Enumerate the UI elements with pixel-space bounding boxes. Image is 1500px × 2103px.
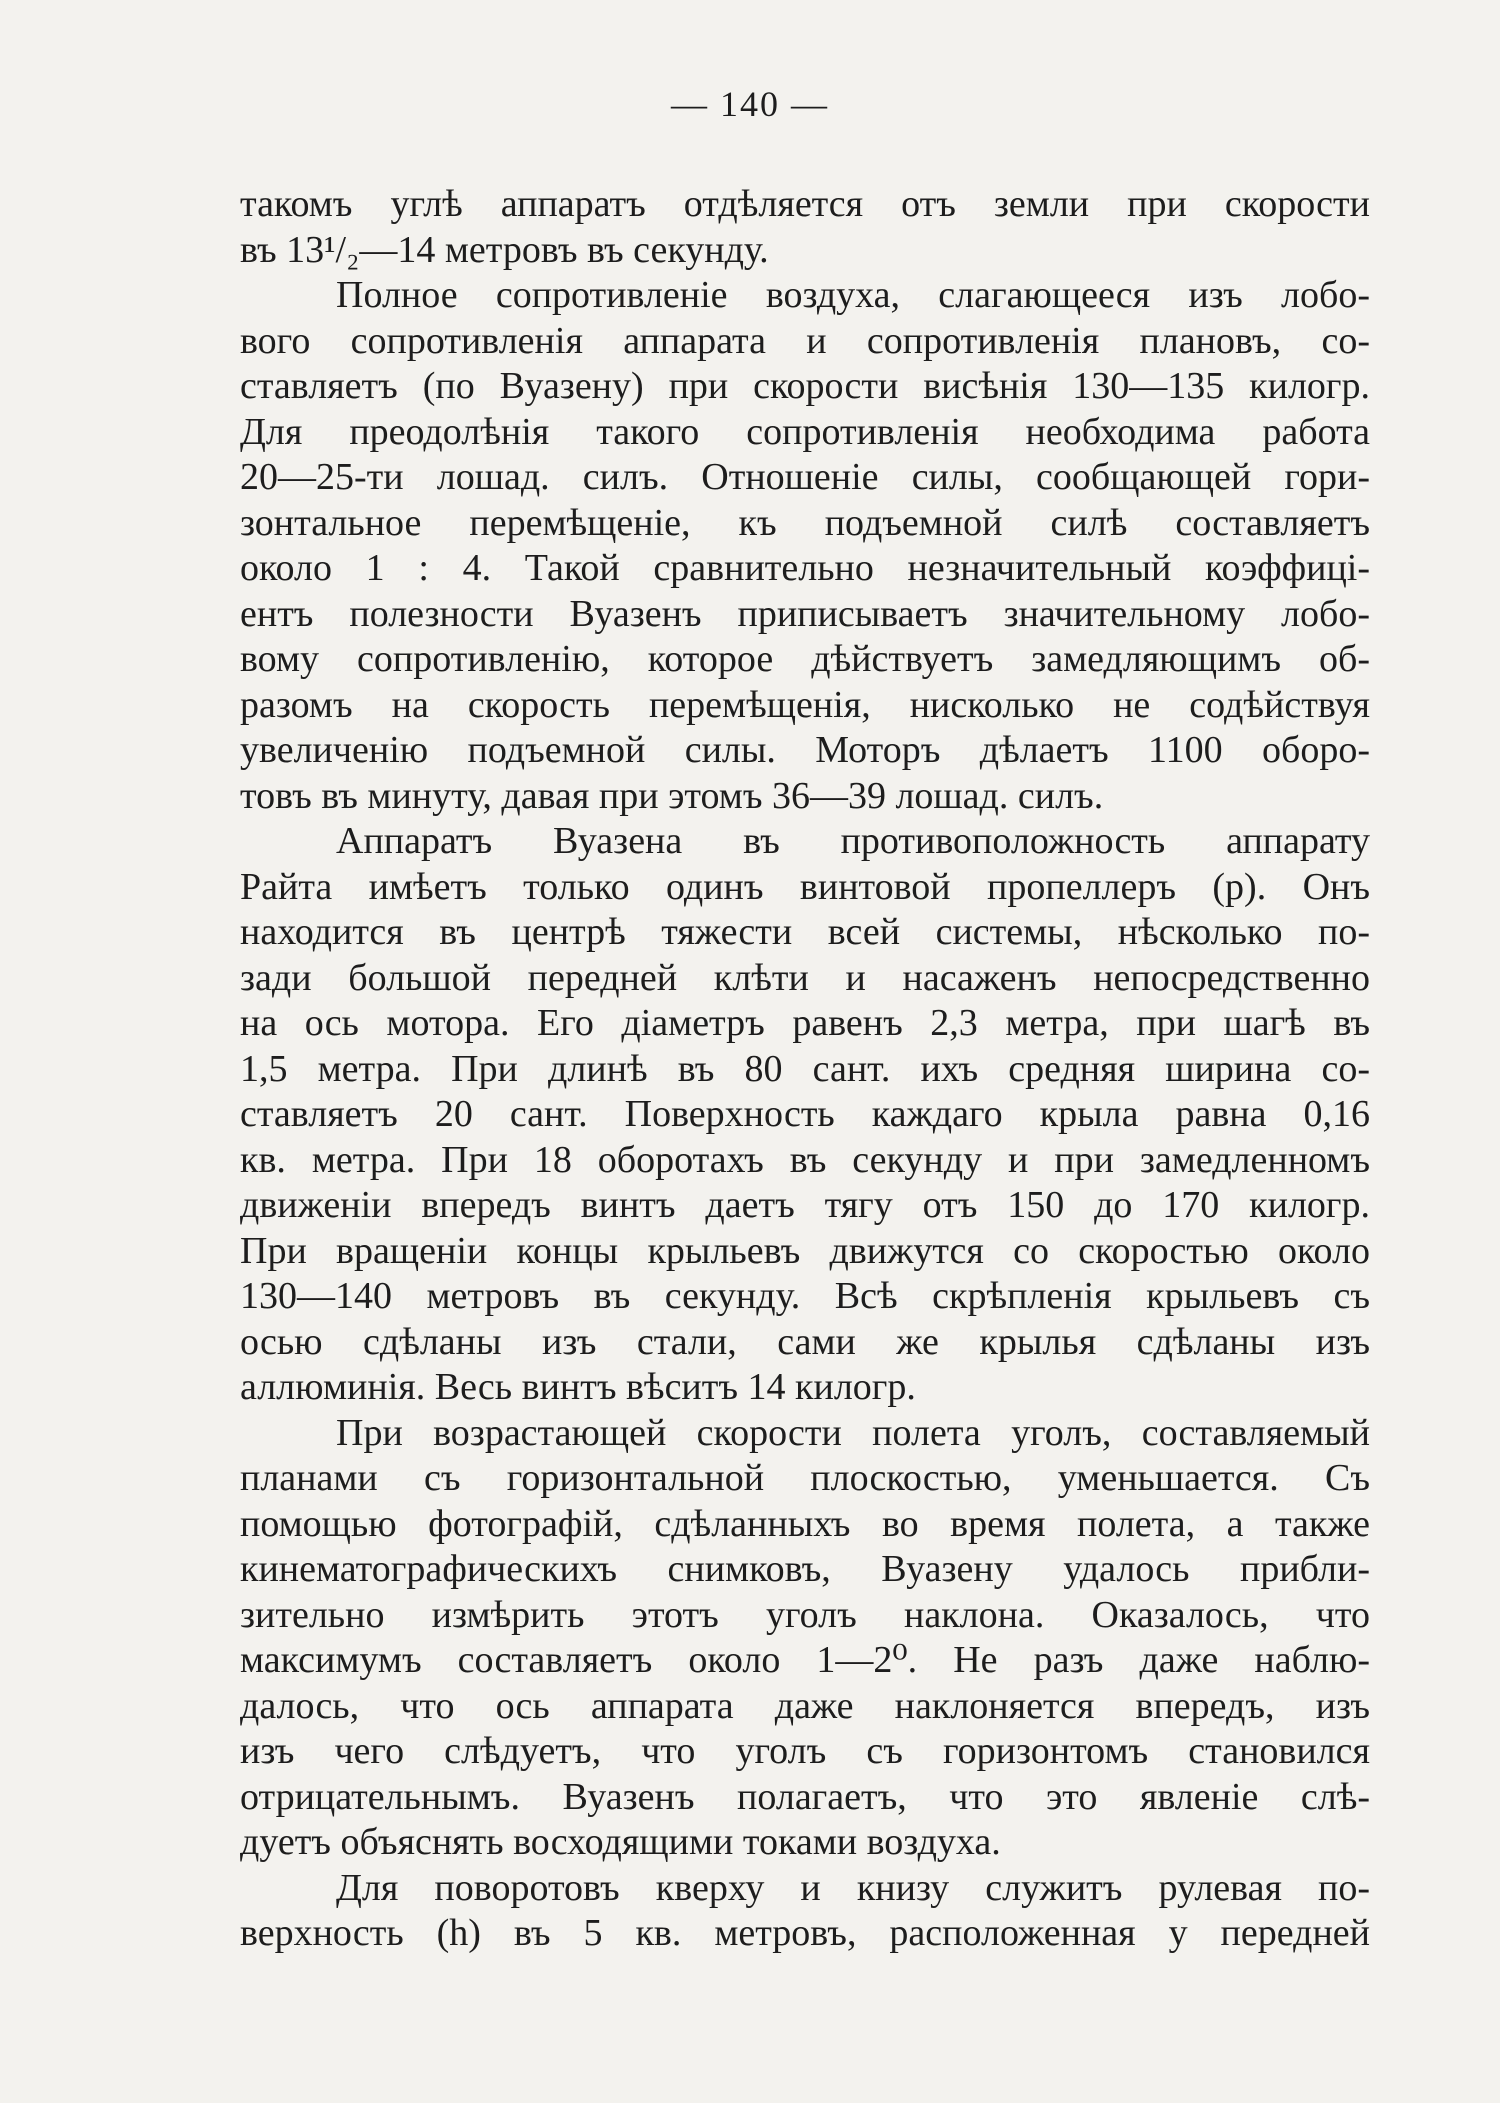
text-line: ставляетъ (по Вуазену) при скорости висѣнія 130—135 килогр. [240, 365, 1370, 407]
page-number: — 140 — [671, 84, 829, 124]
text-line: ентъ полезности Вуазенъ приписываетъ значительному лобо- [240, 592, 1370, 635]
text-line: дуетъ объяснять восходящими токами воздуха. [240, 1821, 1001, 1863]
text-line: осью сдѣланы изъ стали, сами же крылья сдѣланы изъ [240, 1320, 1370, 1363]
text-line: около 1 : 4. Такой сравнительно незначительный коэффиці- [240, 547, 1370, 589]
text-line: находится въ центрѣ тяжести всей системы, нѣсколько по- [240, 911, 1370, 953]
text-line: вого сопротивленія аппарата и сопротивленія плановъ, со- [240, 319, 1370, 362]
text-line: увеличенію подъемной силы. Моторъ дѣлаетъ 1100 оборо- [240, 729, 1370, 771]
text-line: Для поворотовъ кверху и книзу служитъ рулевая по- [336, 1866, 1370, 1909]
text-line: Райта имѣетъ только одинъ винтовой пропеллеръ (p). Онъ [240, 865, 1370, 908]
text-line: товъ въ минуту, давая при этомъ 36—39 лошад. силъ. [240, 774, 1104, 817]
text-line: на ось мотора. Его діаметръ равенъ 2,3 метра, при шагѣ въ [240, 1002, 1370, 1044]
text-line: въ 13¹/₂—14 метровъ въ секунду. [240, 228, 769, 271]
text-line: отрицательнымъ. Вуазенъ полагаетъ, что это явленіе слѣ- [240, 1775, 1370, 1818]
text-line: далось, что ось аппарата даже наклоняется впередъ, изъ [240, 1684, 1370, 1727]
text-line: вому сопротивленію, которое дѣйствуетъ замедляющимъ об- [240, 638, 1370, 680]
text-line: 1,5 метра. При длинѣ въ 80 сант. ихъ средняя ширина со- [240, 1047, 1370, 1090]
text-line: максимумъ составляетъ около 1—2⁰. Не разъ даже наблю- [240, 1639, 1370, 1681]
text-line: движеніи впередъ винтъ даетъ тягу отъ 150 до 170 килогр. [240, 1184, 1370, 1226]
text-line: зади большой передней клѣти и насаженъ непосредственно [240, 956, 1370, 999]
text-line: При возрастающей скорости полета уголъ, составляемый [336, 1411, 1370, 1454]
text-line: такомъ углѣ аппаратъ отдѣляется отъ земли при скорости [240, 183, 1370, 225]
text-line: аллюминія. Весь винтъ вѣситъ 14 килогр. [240, 1366, 916, 1408]
text-line: ставляетъ 20 сант. Поверхность каждаго крыла равна 0,16 [240, 1093, 1370, 1135]
text-line: При вращеніи концы крыльевъ движутся со скоростью около [240, 1229, 1370, 1272]
body-text [240, 182, 1370, 1957]
text-line: Аппаратъ Вуазена въ противоположность аппарату [336, 820, 1370, 862]
text-line: зительно измѣрить этотъ уголъ наклона. Оказалось, что [240, 1593, 1370, 1636]
text-line: изъ чего слѣдуетъ, что уголъ съ горизонтомъ становился [240, 1730, 1370, 1772]
text-line: Для преодолѣнія такого сопротивленія необходима работа [240, 410, 1370, 453]
text-line: зонтальное перемѣщеніе, къ подъемной силѣ составляетъ [240, 501, 1370, 544]
text-line: 130—140 метровъ въ секунду. Всѣ скрѣпленія крыльевъ съ [240, 1275, 1370, 1317]
text-line: Полное сопротивленіе воздуха, слагающееся изъ лобо- [336, 274, 1370, 316]
text-line: помощью фотографій, сдѣланныхъ во время полета, а также [240, 1502, 1370, 1545]
text-line: кинематографическихъ снимковъ, Вуазену удалось прибли- [240, 1548, 1370, 1590]
text-line: кв. метра. При 18 оборотахъ въ секунду и при замедленномъ [240, 1138, 1370, 1181]
text-line: разомъ на скорость перемѣщенія, нисколько не содѣйствуя [240, 683, 1370, 726]
text-line: 20—25-ти лошад. силъ. Отношеніе силы, сообщающей гори- [240, 456, 1370, 498]
text-line: верхность (h) въ 5 кв. метровъ, расположенная у передней [240, 1912, 1370, 1954]
text-line: планами съ горизонтальной плоскостью, уменьшается. Съ [240, 1457, 1370, 1499]
